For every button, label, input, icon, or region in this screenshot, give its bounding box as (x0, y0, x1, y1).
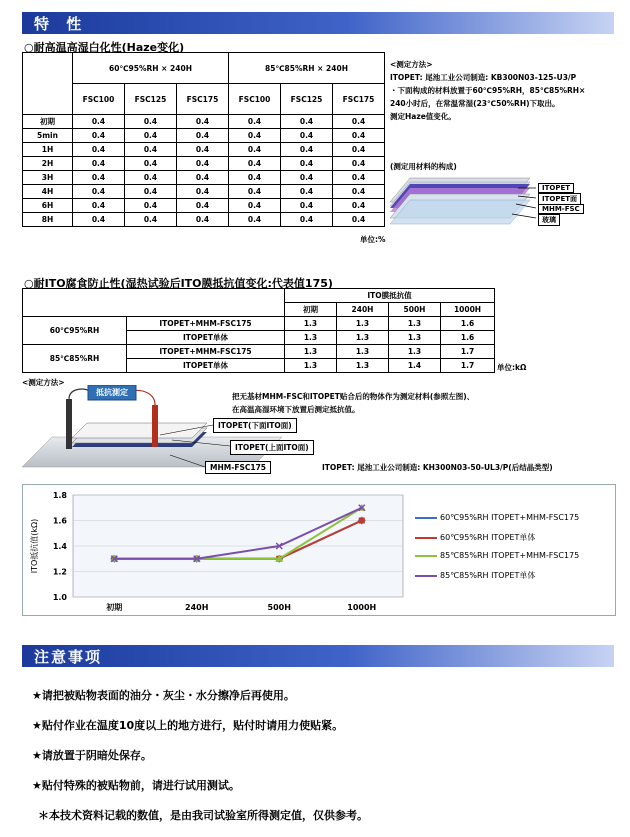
haze-method-title: <测定方法> (390, 60, 433, 69)
haze-method-line: 测定Haze值变化。 (390, 112, 456, 121)
diagram-desc-1: 把无基材MHM-FSC和ITOPET贴合后的物体作为测定材料(参照左图)、 (232, 392, 475, 401)
legend-item (415, 532, 535, 543)
caution-disclaimer: ＊本技术资料记载的数值，是由我司试验室所得测定值，仅供参考。 (38, 809, 368, 822)
haze-cell: 0.4 (73, 185, 125, 199)
haze-cell: 0.4 (125, 199, 177, 213)
haze-cell: 0.4 (281, 171, 333, 185)
haze-cell: 0.4 (177, 143, 229, 157)
haze-col-header: FSC175 (177, 84, 229, 115)
haze-cell: 0.4 (125, 157, 177, 171)
haze-cell: 0.4 (333, 143, 385, 157)
y-tick-label: 1.8 (52, 491, 67, 500)
haze-cell: 0.4 (125, 143, 177, 157)
ito-unit: 单位:kΩ (497, 363, 527, 372)
caution-item: ★贴付特殊的被贴物前，请进行试用测试。 (32, 779, 240, 792)
x-tick-label: 240H (185, 603, 209, 612)
haze-cell: 0.4 (73, 199, 125, 213)
ito-sample-cell: ITOPET+MHM-FSC175 (127, 345, 285, 359)
x-tick-label: 1000H (347, 603, 377, 612)
haze-cell: 0.4 (73, 157, 125, 171)
haze-group-header: 85℃85%RH × 240H (229, 53, 385, 84)
ito-cell: 1.3 (337, 345, 389, 359)
haze-section-title: ○耐高温高湿白化性(Haze变化) (24, 41, 185, 54)
haze-table (22, 52, 385, 227)
structure-label-fsc: MHM-FSC (538, 204, 584, 214)
ito-top-header: ITO膜抵抗值 (285, 289, 495, 303)
ito-cell: 1.3 (389, 331, 441, 345)
label-leader-lines (150, 415, 240, 475)
ito-col-header: 1000H (441, 303, 495, 317)
y-tick-label: 1.6 (52, 516, 67, 526)
features-banner-title: 特 性 (34, 15, 88, 33)
structure-label-itopet-face: ITOPET面 (538, 193, 581, 205)
haze-method-line: ITOPET: 尾池工业公司制造: KB300N03-125-U3/P (390, 73, 577, 82)
y-tick-label: 1.4 (52, 542, 67, 551)
ito-cell: 1.6 (441, 331, 495, 345)
ito-table-row (23, 317, 495, 331)
haze-cell: 0.4 (125, 115, 177, 129)
ito-cell: 1.3 (285, 345, 337, 359)
structure-title: (测定用材料的构成) (390, 162, 457, 171)
ito-cell: 1.3 (337, 359, 389, 373)
haze-cell: 0.4 (125, 185, 177, 199)
ito-cell: 1.3 (285, 359, 337, 373)
haze-cell: 0.4 (229, 129, 281, 143)
ito-corner-cell (23, 289, 285, 317)
caution-item: ★请把被贴物表面的油分・灰尘・水分擦净后再使用。 (32, 689, 295, 702)
ito-sample-cell: ITOPET单体 (127, 359, 285, 373)
haze-cell: 0.4 (333, 185, 385, 199)
ito-col-header: 500H (389, 303, 441, 317)
data-point (359, 518, 365, 524)
legend-swatch (415, 537, 437, 539)
haze-cell: 0.4 (177, 129, 229, 143)
legend-swatch (415, 517, 437, 519)
haze-group-header: 60℃95%RH × 240H (73, 53, 229, 84)
haze-cell: 0.4 (281, 115, 333, 129)
haze-cell: 0.4 (229, 171, 281, 185)
haze-row-label: 2H (23, 157, 73, 171)
haze-table-row (23, 115, 385, 129)
notes-banner (22, 645, 614, 667)
legend-item (415, 513, 579, 522)
haze-cell: 0.4 (281, 157, 333, 171)
ito-cell: 1.3 (389, 317, 441, 331)
ito-cell: 1.7 (441, 359, 495, 373)
meter-label: 抵抗測定 (96, 388, 128, 397)
x-tick-label: 500H (267, 603, 291, 612)
haze-cell: 0.4 (73, 115, 125, 129)
haze-cell: 0.4 (333, 115, 385, 129)
haze-col-header: FSC100 (73, 84, 125, 115)
haze-method (390, 58, 585, 123)
itopet-maker: ITOPET: 尾池工业公司制造: KH300N03-50-UL3/P(后结晶类型) (322, 463, 553, 472)
haze-method-line: ・下面构成的材料放置于60℃95%RH，85℃85%RH× (390, 86, 586, 95)
diagram-desc-2: 在高温高湿环境下放置后测定抵抗值。 (232, 405, 360, 414)
haze-cell: 0.4 (281, 213, 333, 227)
ito-method-title: <测定方法> (22, 378, 65, 387)
ito-chart (22, 484, 616, 616)
legend-item (415, 570, 535, 581)
haze-cell: 0.4 (229, 157, 281, 171)
legend-label: 60℃95%RH ITOPET单体 (440, 533, 536, 542)
ito-cell: 1.3 (337, 331, 389, 345)
haze-table-row (23, 143, 385, 157)
haze-cell: 0.4 (177, 185, 229, 199)
haze-unit: 单位:% (360, 235, 386, 244)
haze-cell: 0.4 (125, 129, 177, 143)
haze-cell: 0.4 (281, 129, 333, 143)
ito-cell: 1.4 (389, 359, 441, 373)
haze-cell: 0.4 (73, 129, 125, 143)
ito-table (22, 288, 495, 373)
ito-cell: 1.3 (389, 345, 441, 359)
legend-label: 85℃85%RH ITOPET单体 (440, 571, 536, 580)
ito-cell: 1.3 (337, 317, 389, 331)
haze-row-label: 初期 (23, 115, 73, 129)
haze-cell: 0.4 (333, 157, 385, 171)
ito-table-row (23, 345, 495, 359)
haze-cell: 0.4 (73, 171, 125, 185)
haze-method-line: 240小时后，在常温常湿(23℃50%RH)下取出。 (390, 99, 560, 108)
haze-cell: 0.4 (73, 143, 125, 157)
haze-cell: 0.4 (333, 213, 385, 227)
structure-label-glass: 玻璃 (538, 214, 560, 226)
ito-cell: 1.7 (441, 345, 495, 359)
ito-cell: 1.3 (285, 317, 337, 331)
haze-cell: 0.4 (281, 143, 333, 157)
label-top-ito: ITOPET(上面ITO面) (230, 440, 314, 455)
haze-row-label: 3H (23, 171, 73, 185)
haze-cell: 0.4 (177, 213, 229, 227)
structure-diagram (390, 170, 620, 240)
haze-row-label: 5min (23, 129, 73, 143)
caution-item: ★贴付作业在温度10度以上的地方进行，贴付时请用力使贴紧。 (32, 719, 344, 732)
legend-item (415, 551, 579, 560)
ito-section-title: ○耐ITO腐食防止性(湿热试验后ITO膜抵抗值变化:代表值175) (24, 277, 333, 290)
ito-chart-svg (23, 485, 615, 615)
haze-row-label: 1H (23, 143, 73, 157)
haze-cell: 0.4 (229, 115, 281, 129)
y-tick-label: 1.0 (52, 593, 67, 602)
haze-col-header: FSC100 (229, 84, 281, 115)
legend-swatch (415, 575, 437, 577)
haze-cell: 0.4 (229, 213, 281, 227)
x-tick-label: 初期 (106, 603, 123, 612)
haze-table-row (23, 157, 385, 171)
haze-table-row (23, 171, 385, 185)
haze-col-header: FSC125 (125, 84, 177, 115)
haze-cell: 0.4 (125, 171, 177, 185)
structure-label-itopet: ITOPET (538, 183, 574, 193)
features-banner (22, 12, 614, 34)
ito-cell: 1.3 (285, 331, 337, 345)
notes-banner-title: 注意事项 (34, 648, 103, 666)
haze-table-row (23, 185, 385, 199)
caution-item: ★请放置于阴暗处保存。 (32, 749, 152, 762)
haze-col-header: FSC125 (281, 84, 333, 115)
haze-table-row (23, 199, 385, 213)
haze-row-label: 8H (23, 213, 73, 227)
haze-cell: 0.4 (177, 157, 229, 171)
haze-cell: 0.4 (333, 171, 385, 185)
ito-condition-cell: 60℃95%RH (23, 317, 127, 345)
label-fsc: MHM-FSC175 (205, 461, 271, 474)
haze-table-row (23, 213, 385, 227)
haze-cell: 0.4 (73, 213, 125, 227)
haze-table-row (23, 129, 385, 143)
haze-row-label: 6H (23, 199, 73, 213)
ito-cell: 1.6 (441, 317, 495, 331)
y-tick-label: 1.2 (52, 567, 67, 577)
haze-cell: 0.4 (281, 185, 333, 199)
label-bottom-ito: ITOPET(下面ITO面) (213, 418, 297, 433)
ito-sample-cell: ITOPET单体 (127, 331, 285, 345)
y-axis-label: ITO抵抗值(kΩ) (30, 518, 39, 574)
haze-cell: 0.4 (229, 185, 281, 199)
haze-cell: 0.4 (177, 171, 229, 185)
ito-col-header: 240H (337, 303, 389, 317)
ito-sample-cell: ITOPET+MHM-FSC175 (127, 317, 285, 331)
haze-row-label: 4H (23, 185, 73, 199)
haze-cell: 0.4 (281, 199, 333, 213)
ito-col-header: 初期 (285, 303, 337, 317)
haze-col-header: FSC175 (333, 84, 385, 115)
haze-cell: 0.4 (333, 129, 385, 143)
haze-cell: 0.4 (229, 143, 281, 157)
legend-label: 85℃85%RH ITOPET+MHM-FSC175 (440, 551, 580, 560)
haze-corner-cell (23, 53, 73, 115)
haze-cell: 0.4 (333, 199, 385, 213)
haze-cell: 0.4 (125, 213, 177, 227)
haze-cell: 0.4 (229, 199, 281, 213)
ito-condition-cell: 85℃85%RH (23, 345, 127, 373)
legend-label: 60℃95%RH ITOPET+MHM-FSC175 (440, 513, 580, 522)
haze-cell: 0.4 (177, 199, 229, 213)
haze-cell: 0.4 (177, 115, 229, 129)
legend-swatch (415, 555, 437, 557)
